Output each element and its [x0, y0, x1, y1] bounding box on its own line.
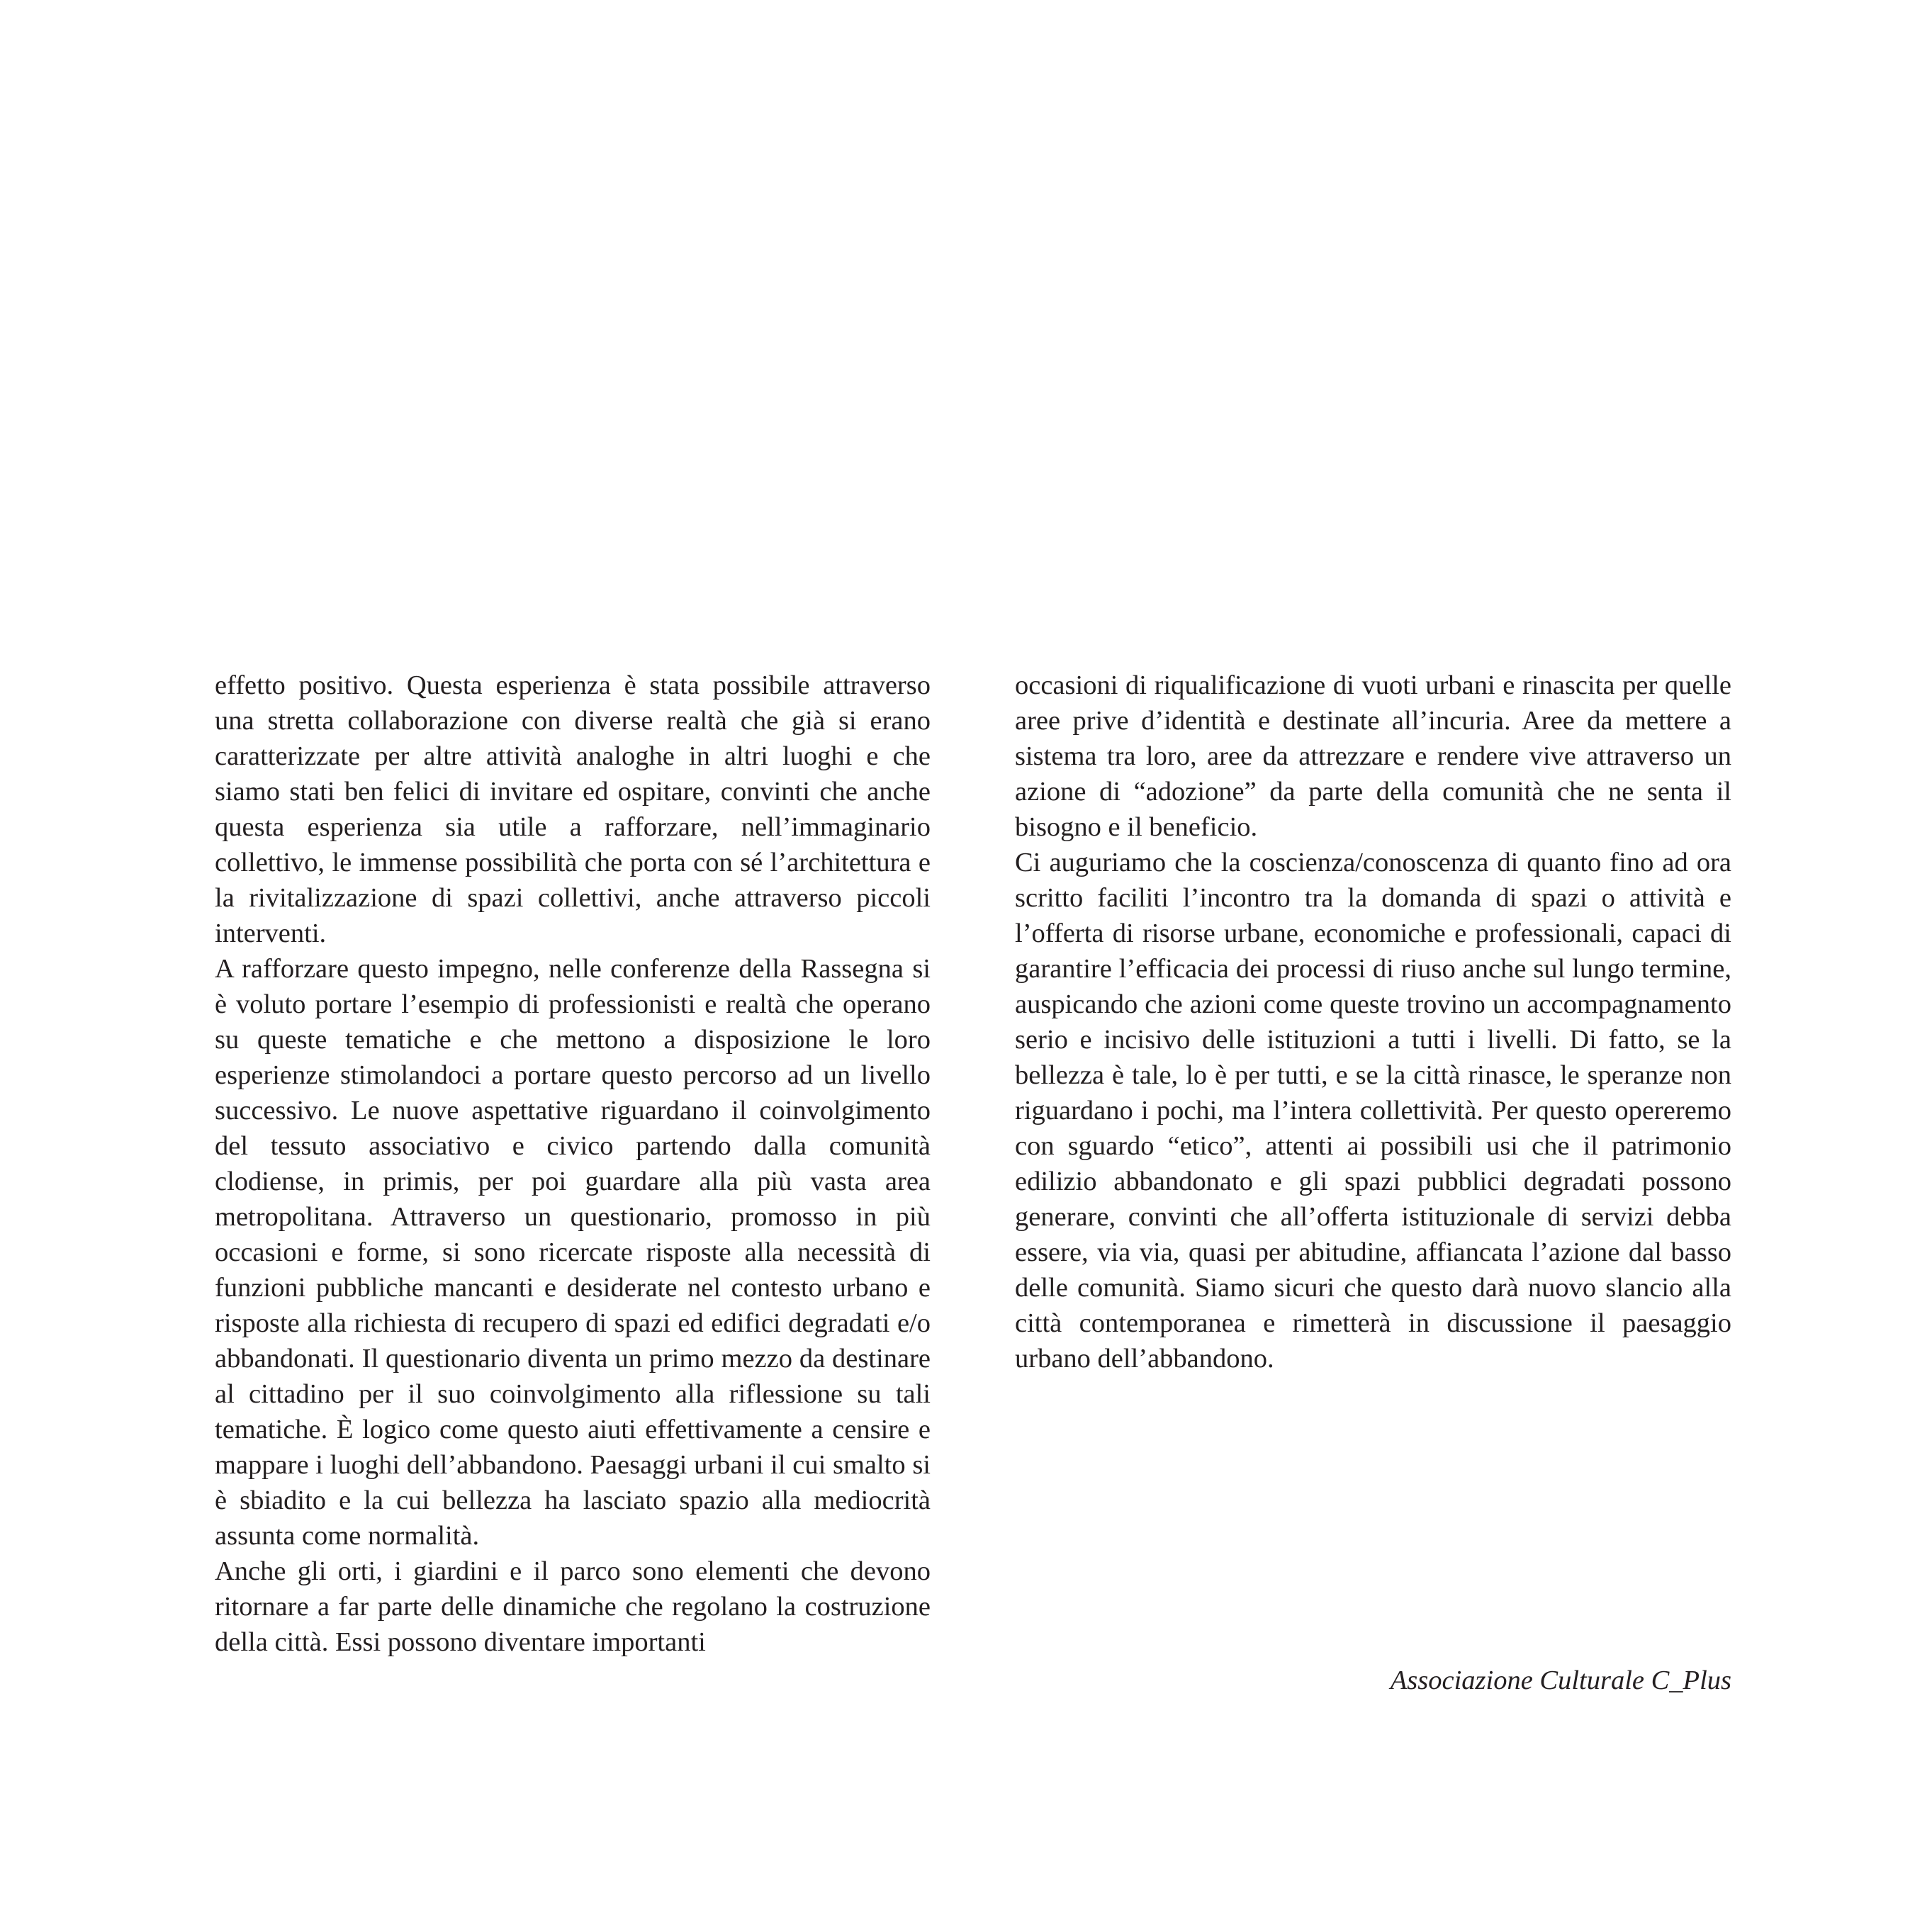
paragraph: Anche gli orti, i giardini e il parco sono elementi che devono ritornare a far parte delle dinamiche che regolano la costruzione della città. Essi possono diventare importanti — [215, 1556, 931, 1657]
paragraph: Ci auguriamo che la coscienza/conoscenza di quanto fino ad ora scritto faciliti l’incontro tra la domanda di spazi o attività e l’offerta di risorse urbane, economiche e professionali, capaci di garantire l’efficacia dei processi di riuso anche sul lungo termine, auspicando che azioni come queste trovino un accompagnamento serio e incisivo delle istituzioni a tutti i livelli. Di fatto, se la bellezza è tale, lo è per tutti, e se la città rinasce, le speranze non riguardano i pochi, ma l’intera collettività. Per questo opereremo con sguardo “etico”, attenti ai possibili usi che il patrimonio edilizio abbandonato e gli spazi pubblici degradati possono generare, convinti che all’offerta istituzionale di servizi debba essere, via via, quasi per abitudine, affiancata l’azione dal basso delle comunità. Siamo sicuri che questo darà nuovo slancio alla città contemporanea e rimetterà in discussione il paesaggio urbano dell’abbandono. — [1015, 848, 1731, 1374]
author-signature: Associazione Culturale C_Plus — [1390, 1666, 1731, 1695]
paragraph: occasioni di riqualificazione di vuoti urbani e rinascita per quelle aree prive d’identità e destinate all’incuria. Aree da mettere a sistema tra loro, aree da attrezzare e rendere vive attraverso un azione di “adozione” da parte della comunità che ne senta il bisogno e il beneficio. — [1015, 670, 1731, 842]
left-text-column — [215, 668, 931, 1660]
paragraph: effetto positivo. Questa esperienza è stata possibile attraverso una stretta collaborazione con diverse realtà che già si erano caratterizzate per altre attività analoghe in altri luoghi e che siamo stati ben felici di invitare ed ospitare, convinti che anche questa esperienza sia utile a rafforzare, nell’immaginario collettivo, le immense possibilità che porta con sé l’architettura e la rivitalizzazione di spazi collettivi, anche attraverso piccoli interventi. — [215, 670, 931, 948]
right-text-column — [1015, 668, 1731, 1376]
paragraph: A rafforzare questo impegno, nelle conferenze della Rassegna si è voluto portare l’esempio di professionisti e realtà che operano su queste tematiche e che mettono a disposizione le loro esperienze stimolandoci a portare questo percorso ad un livello successivo. Le nuove aspettative riguardano il coinvolgimento del tessuto associativo e civico partendo dalla comunità clodiense, in primis, per poi guardare alla più vasta area metropolitana. Attraverso un questionario, promosso in più occasioni e forme, si sono ricercate risposte alla necessità di funzioni pubbliche mancanti e desiderate nel contesto urbano e risposte alla richiesta di recupero di spazi ed edifici degradati e/o abbandonati. Il questionario diventa un primo mezzo da destinare al cittadino per il suo coinvolgimento alla riflessione su tali tematiche. È logico come questo aiuti effettivamente a censire e mappare i luoghi dell’abbandono. Paesaggi urbani il cui smalto si è sbiadito e la cui bellezza ha lasciato spazio alla mediocrità assunta come normalità. — [215, 954, 931, 1551]
